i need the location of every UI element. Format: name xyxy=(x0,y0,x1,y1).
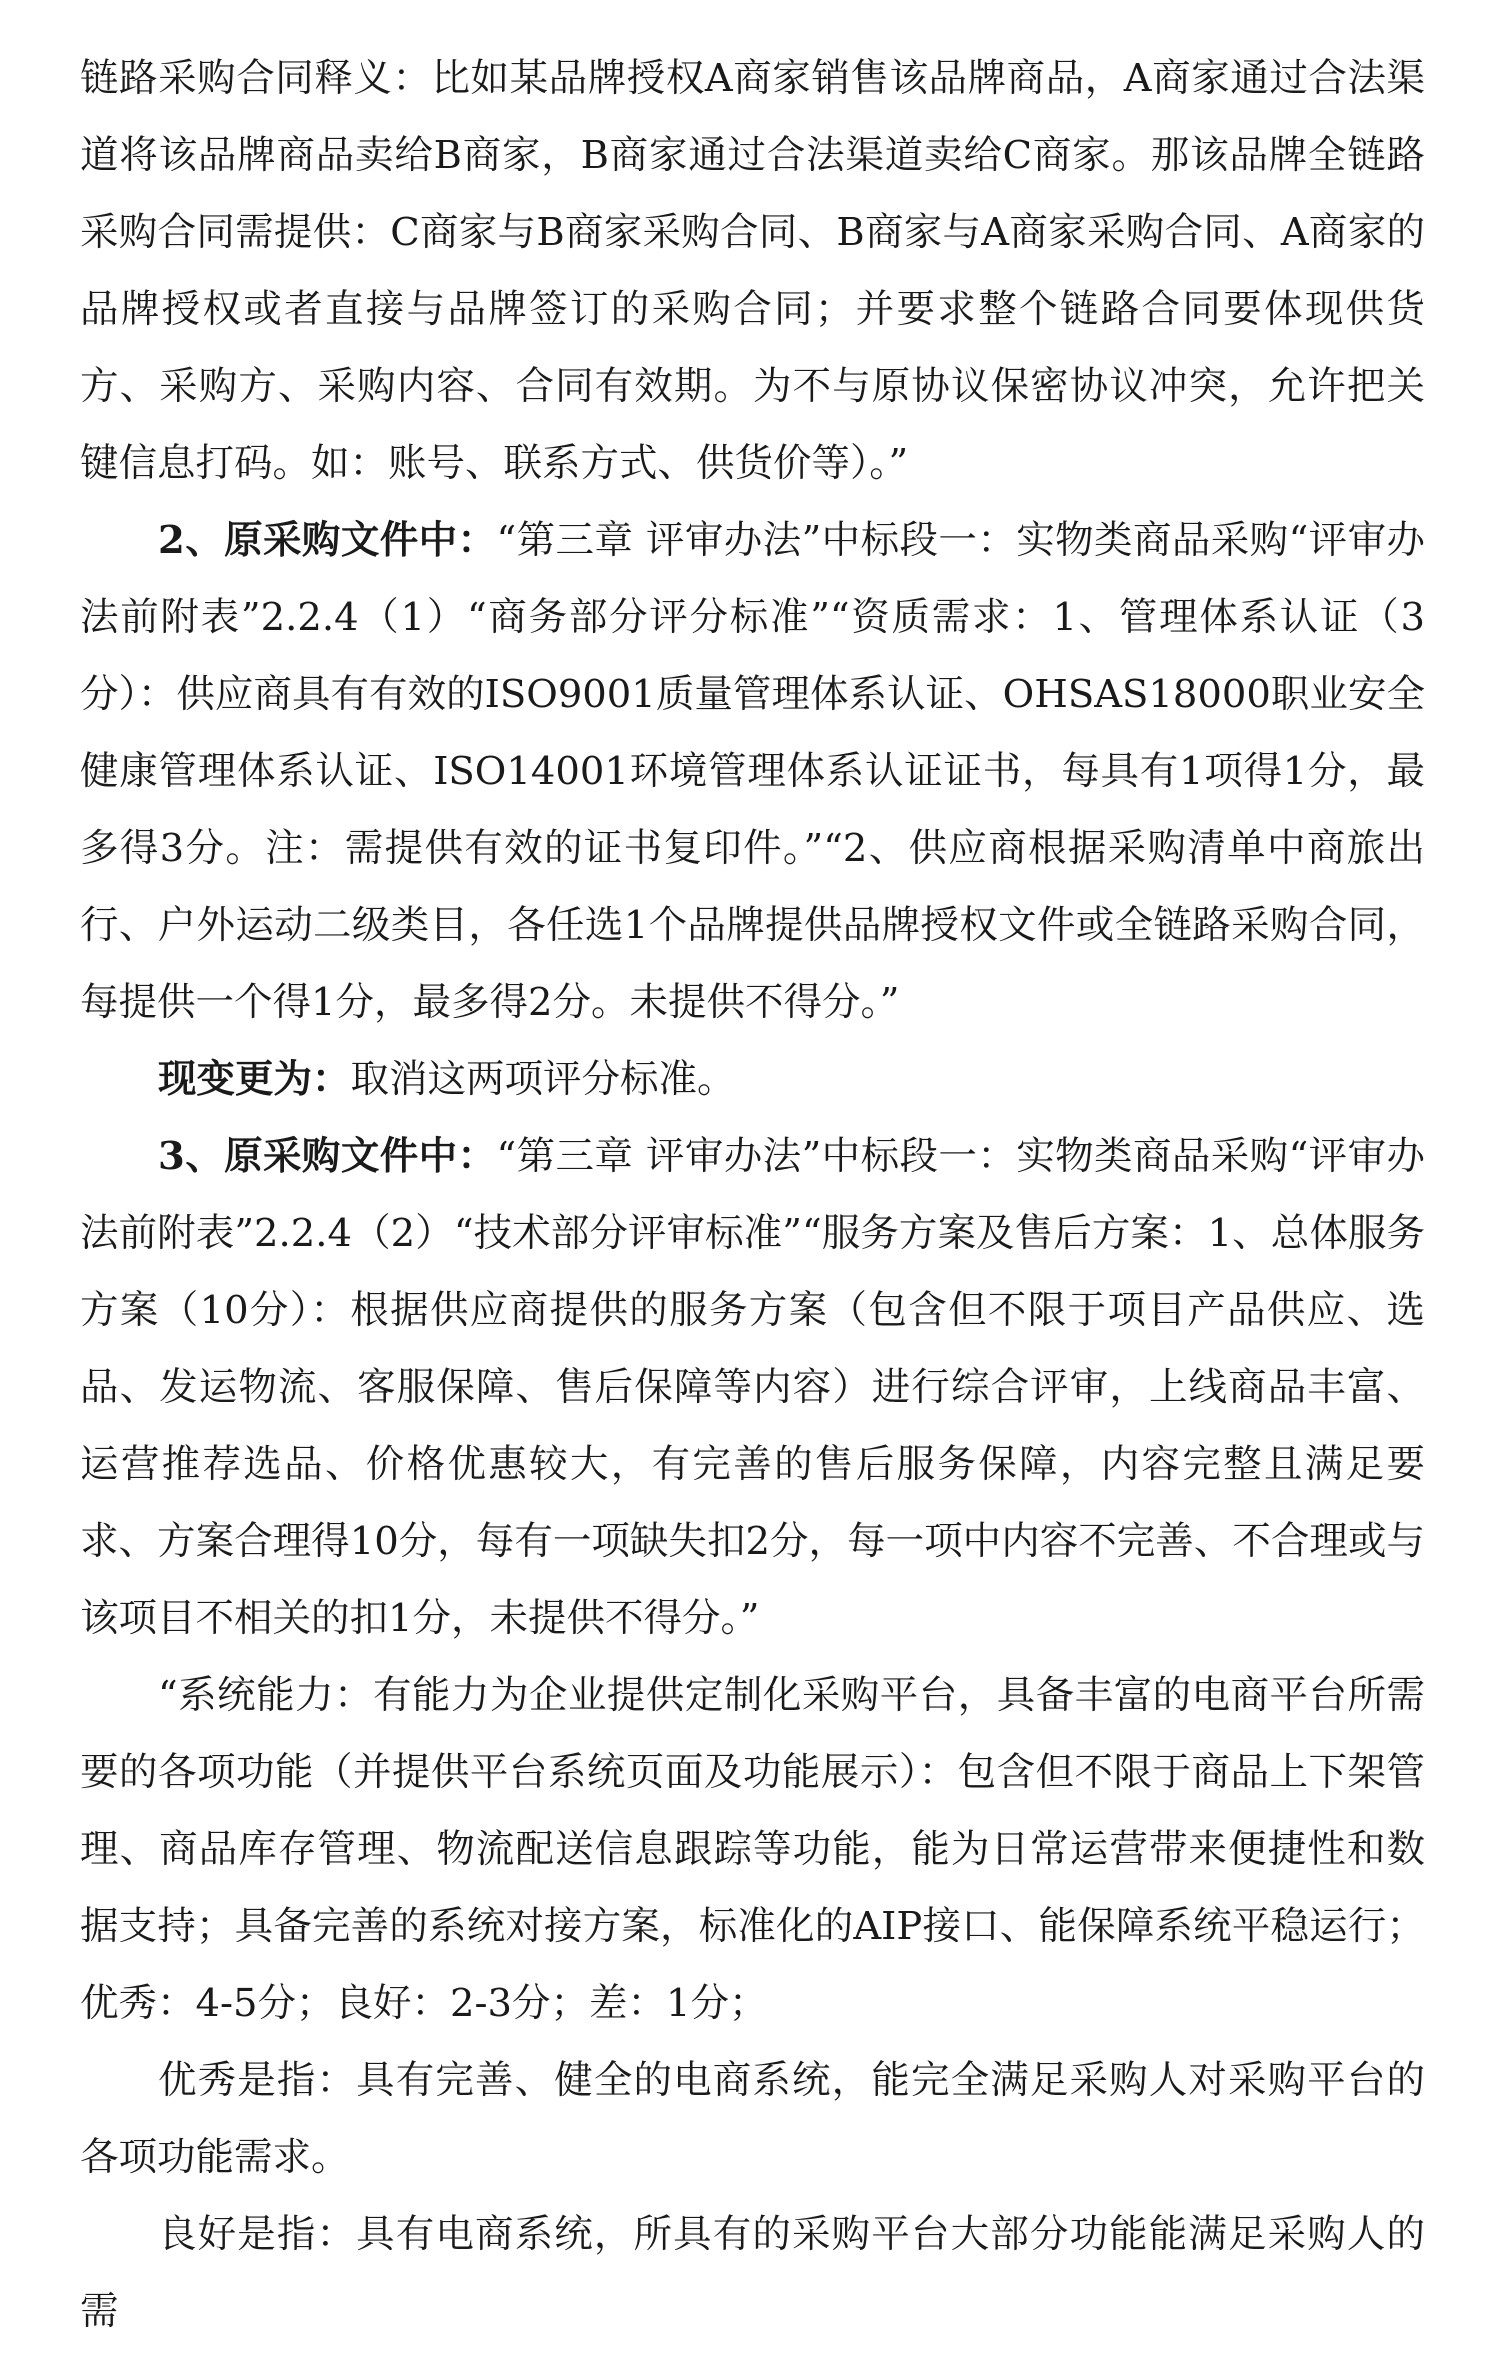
paragraph-change xyxy=(80,1041,1425,1118)
change-text: 取消这两项评分标准。 xyxy=(350,1057,736,1102)
paragraph-item-2 xyxy=(80,502,1425,1041)
document-page xyxy=(80,40,1425,2350)
paragraph-good-definition: 良好是指：具有电商系统，所具有的采购平台大部分功能能满足采购人的需 xyxy=(80,2212,1425,2334)
paragraph-excellent-definition: 优秀是指：具有完善、健全的电商系统，能完全满足采购人对采购平台的各项功能需求。 xyxy=(80,2058,1425,2180)
item-2-heading: 2、原采购文件中： xyxy=(158,518,497,563)
item-3-text: “第三章 评审办法”中标段一：实物类商品采购“评审办法前附表”2.2.4（2）“技术部分评审标准”“服务方案及售后方案：1、总体服务方案（10分）：根据供应商提供的服务方案（包含但不限于项目产品供应、选品、发运物流、客服保障、售后保障等内容）进行综合评审，上线商品丰富、运营推荐选品、价格优惠较大，有完善的售后服务保障，内容完整且满足要求、方案合理得10分，每有一项缺失扣2分，每一项中内容不完善、不合理或与该项目不相关的扣1分，未提供不得分。” xyxy=(80,1134,1425,1641)
item-2-text: “第三章 评审办法”中标段一：实物类商品采购“评审办法前附表”2.2.4（1）“商务部分评分标准”“资质需求：1、管理体系认证（3分）：供应商具有有效的ISO9001质量管理体系认证、OHSAS18000职业安全健康管理体系认证、ISO14001环境管理体系认证证书，每具有1项得1分，最多得3分。注：需提供有效的证书复印件。”“2、供应商根据采购清单中商旅出行、户外运动二级类目，各任选1个品牌提供品牌授权文件或全链路采购合同，每提供一个得1分，最多得2分。未提供不得分。” xyxy=(80,518,1425,1025)
change-heading: 现变更为： xyxy=(158,1057,351,1102)
item-3-heading: 3、原采购文件中： xyxy=(158,1134,497,1179)
paragraph-item-3 xyxy=(80,1118,1425,1657)
paragraph-chain-contract-definition: 链路采购合同释义：比如某品牌授权A商家销售该品牌商品，A商家通过合法渠道将该品牌商品卖给B商家，B商家通过合法渠道卖给C商家。那该品牌全链路采购合同需提供：C商家与B商家采购合同、B商家与A商家采购合同、A商家的品牌授权或者直接与品牌签订的采购合同；并要求整个链路合同要体现供货方、采购方、采购内容、合同有效期。为不与原协议保密协议冲突，允许把关键信息打码。如：账号、联系方式、供货价等）。” xyxy=(80,56,1426,486)
paragraph-system-capability: “系统能力：有能力为企业提供定制化采购平台，具备丰富的电商平台所需要的各项功能（并提供平台系统页面及功能展示）：包含但不限于商品上下架管理、商品库存管理、物流配送信息跟踪等功能，能为日常运营带来便捷性和数据支持；具备完善的系统对接方案，标准化的AIP接口、能保障系统平稳运行；优秀：4-5分；良好：2-3分；差：1分； xyxy=(80,1673,1425,2026)
